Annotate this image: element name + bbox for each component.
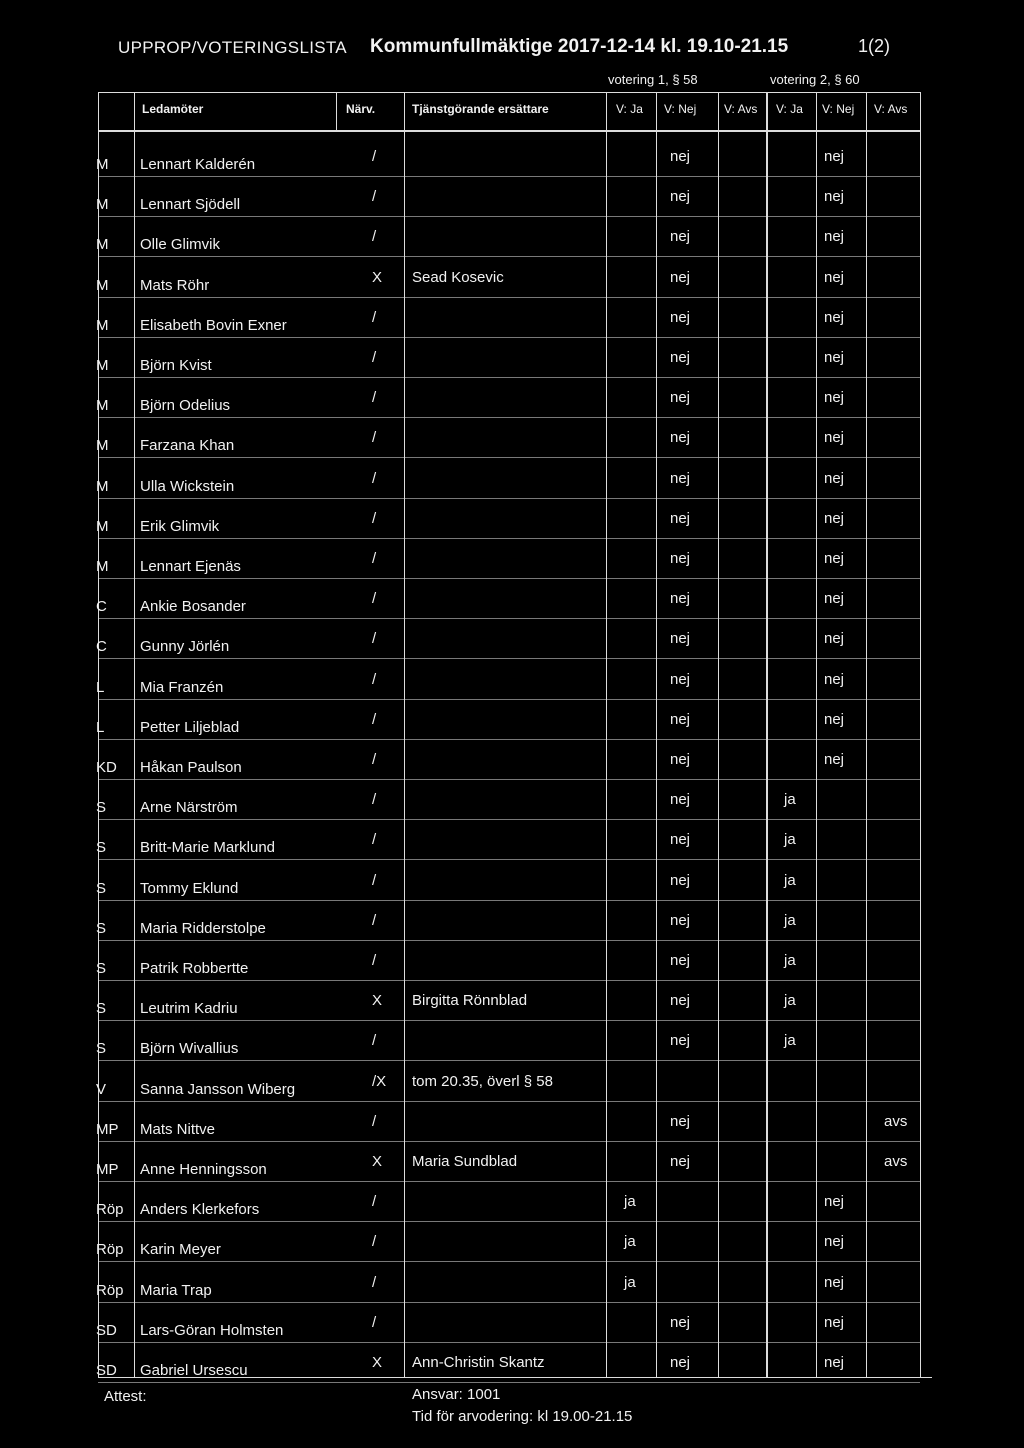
row-divider: [98, 699, 920, 700]
vote-2-cell: nej: [824, 1313, 845, 1331]
vote-1-cell: ja: [624, 1273, 636, 1291]
vote-1-cell: nej: [670, 751, 691, 768]
row-divider: [98, 1221, 920, 1222]
row-divider: [98, 377, 920, 378]
member-name: Ankie Bosander: [140, 598, 246, 616]
vote-1-cell: nej: [670, 911, 691, 929]
row-divider: [98, 1261, 920, 1262]
presence-cell: /: [372, 509, 377, 527]
vote-1-cell: nej: [670, 188, 691, 206]
vote-2-cell: ja: [784, 791, 796, 809]
row-divider: [98, 297, 920, 298]
presence-cell: /: [372, 148, 377, 165]
member-name: Erik Glimvik: [140, 517, 220, 535]
row-divider: [98, 1382, 920, 1383]
presence-cell: /: [372, 952, 377, 969]
vote-2-cell: nej: [824, 268, 845, 286]
vote-1-cell: nej: [670, 630, 691, 648]
presence-cell: X: [372, 1354, 383, 1371]
member-name: Mia Franzén: [140, 678, 224, 696]
party-cell: M: [96, 558, 109, 575]
vote-1-cell: nej: [670, 308, 691, 326]
vote-1-cell: nej: [670, 1153, 691, 1170]
list-type-label: UPPROP/VOTERINGSLISTA: [118, 38, 347, 57]
presence-cell: /: [372, 911, 377, 929]
party-cell: S: [96, 1040, 107, 1058]
vote-2-cell: ja: [784, 992, 796, 1010]
vote-2-cell: nej: [824, 550, 845, 567]
member-name: Lennart Kalderén: [140, 156, 256, 173]
member-name: Anders Klerkefors: [140, 1201, 260, 1219]
party-cell: SD: [96, 1321, 117, 1339]
vote-1-cell: nej: [670, 469, 691, 487]
party-cell: Röp: [96, 1281, 124, 1299]
page-number: 1(2): [858, 36, 891, 56]
row-divider: [98, 658, 920, 659]
vote-2-cell: nej: [824, 509, 845, 527]
vote-2-cell: ja: [784, 871, 796, 889]
party-cell: M: [96, 397, 109, 415]
substitute-cell: tom 20.35, överl § 58: [412, 1072, 553, 1090]
presence-cell: /: [372, 1032, 377, 1050]
substitute-cell: Ann-Christin Skantz: [412, 1354, 545, 1371]
row-divider: [98, 538, 920, 539]
presence-cell: /: [372, 429, 377, 447]
vote-1-cell: nej: [670, 791, 691, 809]
presence-cell: X: [372, 1153, 383, 1170]
row-divider: [98, 176, 920, 177]
vote-1-cell: nej: [670, 992, 691, 1010]
vote-1-cell: nej: [670, 1032, 691, 1050]
presence-cell: /: [372, 1112, 377, 1130]
row-divider: [98, 779, 920, 780]
party-cell: S: [96, 1000, 107, 1018]
presence-cell: /: [372, 751, 377, 768]
presence-column-border: [404, 92, 405, 1377]
vote-1-cell: nej: [670, 1313, 691, 1331]
row-divider: [98, 739, 920, 740]
member-name: Håkan Paulson: [140, 759, 242, 776]
member-name: Mats Nittve: [140, 1120, 216, 1138]
vote-2-cell: nej: [824, 429, 845, 447]
col-substitute: Tjänstgörande ersättare: [412, 102, 549, 116]
presence-cell: /: [372, 1273, 377, 1291]
member-name: Lennart Ejenäs: [140, 558, 241, 575]
vote-1-cell: nej: [670, 148, 691, 165]
presence-cell: /: [372, 188, 377, 206]
col-v1-nej: V: Nej: [664, 102, 697, 116]
attest-label: Attest:: [104, 1388, 147, 1405]
presence-cell: /: [372, 389, 377, 407]
vote-1-cell: nej: [670, 389, 691, 407]
vote-1-title: votering 1, § 58: [608, 72, 698, 87]
party-column-border: [134, 92, 135, 1377]
party-cell: C: [96, 638, 107, 656]
vote-2-cell: nej: [824, 1233, 845, 1251]
vote-separator: [766, 92, 768, 1377]
party-cell: M: [96, 196, 109, 214]
row-divider: [98, 216, 920, 217]
col-members: Ledamöter: [142, 102, 204, 116]
party-cell: S: [96, 839, 107, 857]
row-divider: [98, 1141, 920, 1142]
party-cell: MP: [96, 1161, 119, 1178]
member-name: Olle Glimvik: [140, 236, 221, 254]
member-name: Leutrim Kadriu: [140, 1000, 238, 1018]
col-v2-ja: V: Ja: [776, 102, 803, 116]
presence-cell: /: [372, 228, 377, 246]
presence-cell: /: [372, 590, 377, 608]
party-cell: Röp: [96, 1201, 124, 1219]
member-name: Björn Odelius: [140, 397, 231, 415]
party-cell: S: [96, 799, 107, 817]
presence-cell: /: [372, 710, 377, 728]
member-name: Lars-Göran Holmsten: [140, 1321, 284, 1339]
substitute-column-border: [606, 92, 607, 1377]
row-divider: [98, 819, 920, 820]
party-cell: M: [96, 357, 109, 374]
vote-1-cell: ja: [624, 1233, 636, 1251]
row-divider: [98, 337, 920, 338]
vote-2-cell: nej: [824, 710, 845, 728]
row-divider: [98, 980, 920, 981]
presence-cell: X: [372, 268, 383, 286]
row-divider: [98, 1020, 920, 1021]
vote-2-cell: nej: [824, 1354, 845, 1371]
member-name: Maria Trap: [140, 1281, 212, 1299]
member-name: Britt-Marie Marklund: [140, 839, 276, 857]
member-name: Ulla Wickstein: [140, 477, 235, 495]
member-name: Elisabeth Bovin Exner: [140, 316, 287, 334]
party-cell: Röp: [96, 1241, 124, 1259]
row-divider: [98, 1181, 920, 1182]
vote-1-cell: nej: [670, 871, 691, 889]
vote-2-cell: ja: [784, 831, 796, 849]
party-cell: L: [96, 718, 105, 736]
vote-1-cell: nej: [670, 349, 691, 366]
vote-2-cell: avs: [884, 1153, 908, 1170]
substitute-cell: Maria Sundblad: [412, 1153, 518, 1170]
party-cell: V: [96, 1080, 107, 1098]
vote-1-cell: nej: [670, 429, 691, 447]
vote-1-cell: nej: [670, 1112, 691, 1130]
vote-2-cell: ja: [784, 952, 796, 969]
party-cell: MP: [96, 1120, 119, 1138]
party-cell: M: [96, 236, 109, 254]
vote-2-cell: ja: [784, 1032, 796, 1050]
vote-1-cell: nej: [670, 831, 691, 849]
member-name: Anne Henningsson: [140, 1161, 267, 1178]
v2-ja-border: [816, 92, 817, 1377]
ansvar-label: Ansvar: 1001: [412, 1386, 501, 1403]
vote-1-cell: nej: [670, 228, 691, 246]
vote-2-cell: nej: [824, 751, 845, 768]
row-divider: [98, 900, 920, 901]
substitute-cell: Sead Kosevic: [412, 268, 504, 286]
vote-2-title: votering 2, § 60: [770, 72, 860, 87]
row-divider: [98, 457, 920, 458]
vote-1-cell: nej: [670, 268, 691, 286]
member-name: Lennart Sjödell: [140, 196, 241, 214]
row-divider: [98, 859, 920, 860]
party-cell: L: [96, 678, 105, 696]
party-cell: M: [96, 156, 109, 173]
col-v2-nej: V: Nej: [822, 102, 855, 116]
vote-2-cell: nej: [824, 1193, 845, 1211]
member-name: Mats Röhr: [140, 276, 210, 294]
col-v1-avs: V: Avs: [724, 102, 758, 116]
v1-ja-border: [656, 92, 657, 1377]
vote-2-cell: ja: [784, 911, 796, 929]
row-divider: [98, 1060, 920, 1061]
v1-nej-border: [718, 92, 719, 1377]
col-v1-ja: V: Ja: [616, 102, 643, 116]
vote-1-cell: nej: [670, 550, 691, 567]
vote-1-cell: nej: [670, 1354, 691, 1371]
vote-2-cell: nej: [824, 630, 845, 648]
presence-cell: /: [372, 831, 377, 849]
vote-2-cell: nej: [824, 1273, 845, 1291]
presence-cell: /: [372, 308, 377, 326]
header-bottom-border: [98, 130, 920, 132]
presence-cell: /: [372, 1233, 377, 1251]
member-name: Gunny Jörlén: [140, 638, 230, 656]
vote-1-cell: ja: [624, 1193, 636, 1211]
member-name: Karin Meyer: [140, 1241, 221, 1259]
vote-1-cell: nej: [670, 952, 691, 969]
member-name: Gabriel Ursescu: [140, 1362, 248, 1379]
member-name: Björn Kvist: [140, 357, 212, 374]
vote-2-cell: nej: [824, 469, 845, 487]
row-divider: [98, 1302, 920, 1303]
meeting-title: Kommunfullmäktige 2017-12-14 kl. 19.10-21.15: [370, 36, 789, 57]
member-name: Farzana Khan: [140, 437, 235, 455]
vote-1-cell: nej: [670, 710, 691, 728]
party-cell: M: [96, 437, 109, 455]
presence-cell: /: [372, 550, 377, 567]
vote-2-cell: nej: [824, 148, 845, 165]
row-divider: [98, 256, 920, 257]
vote-2-cell: avs: [884, 1112, 908, 1130]
vote-2-cell: nej: [824, 590, 845, 608]
party-cell: M: [96, 517, 109, 535]
substitute-cell: Birgitta Rönnblad: [412, 992, 528, 1010]
table-top-border: [98, 92, 920, 93]
row-divider: [98, 1101, 920, 1102]
vote-2-cell: nej: [824, 308, 845, 326]
presence-cell: /: [372, 630, 377, 648]
presence-cell: /: [372, 349, 377, 366]
party-cell: S: [96, 879, 107, 897]
v2-nej-border: [866, 92, 867, 1377]
party-cell: M: [96, 316, 109, 334]
arvodering-label: Tid för arvodering: kl 19.00-21.15: [412, 1408, 633, 1425]
col-presence: Närv.: [346, 102, 376, 116]
party-cell: S: [96, 919, 107, 937]
presence-cell: /: [372, 871, 377, 889]
member-name: Sanna Jansson Wiberg: [140, 1080, 296, 1098]
vote-1-cell: nej: [670, 509, 691, 527]
row-divider: [98, 940, 920, 941]
row-divider: [98, 417, 920, 418]
presence-cell: /X: [372, 1072, 387, 1090]
vote-2-cell: nej: [824, 389, 845, 407]
vote-1-cell: nej: [670, 670, 691, 688]
vote-2-cell: nej: [824, 670, 845, 688]
presence-cell: /: [372, 469, 377, 487]
vote-2-cell: nej: [824, 188, 845, 206]
col-v2-avs: V: Avs: [874, 102, 908, 116]
presence-cell: /: [372, 1313, 377, 1331]
presence-cell: X: [372, 992, 383, 1010]
presence-cell: /: [372, 1193, 377, 1211]
party-cell: M: [96, 276, 109, 294]
row-divider: [98, 1342, 920, 1343]
member-name: Tommy Eklund: [140, 879, 239, 897]
member-name: Patrik Robbertte: [140, 960, 249, 977]
name-column-border: [336, 92, 337, 132]
presence-cell: /: [372, 791, 377, 809]
member-name: Arne Närström: [140, 799, 238, 817]
vote-1-cell: nej: [670, 590, 691, 608]
right-border: [920, 92, 921, 1377]
party-cell: SD: [96, 1362, 117, 1379]
party-cell: KD: [96, 759, 117, 776]
vote-2-cell: nej: [824, 228, 845, 246]
vote-2-cell: nej: [824, 349, 845, 366]
row-divider: [98, 578, 920, 579]
member-name: Petter Liljeblad: [140, 718, 240, 736]
member-name: Björn Wivallius: [140, 1040, 239, 1058]
party-cell: M: [96, 477, 109, 495]
member-name: Maria Ridderstolpe: [140, 919, 266, 937]
presence-cell: /: [372, 670, 377, 688]
row-divider: [98, 618, 920, 619]
party-cell: C: [96, 598, 107, 616]
party-cell: S: [96, 960, 107, 977]
row-divider: [98, 498, 920, 499]
